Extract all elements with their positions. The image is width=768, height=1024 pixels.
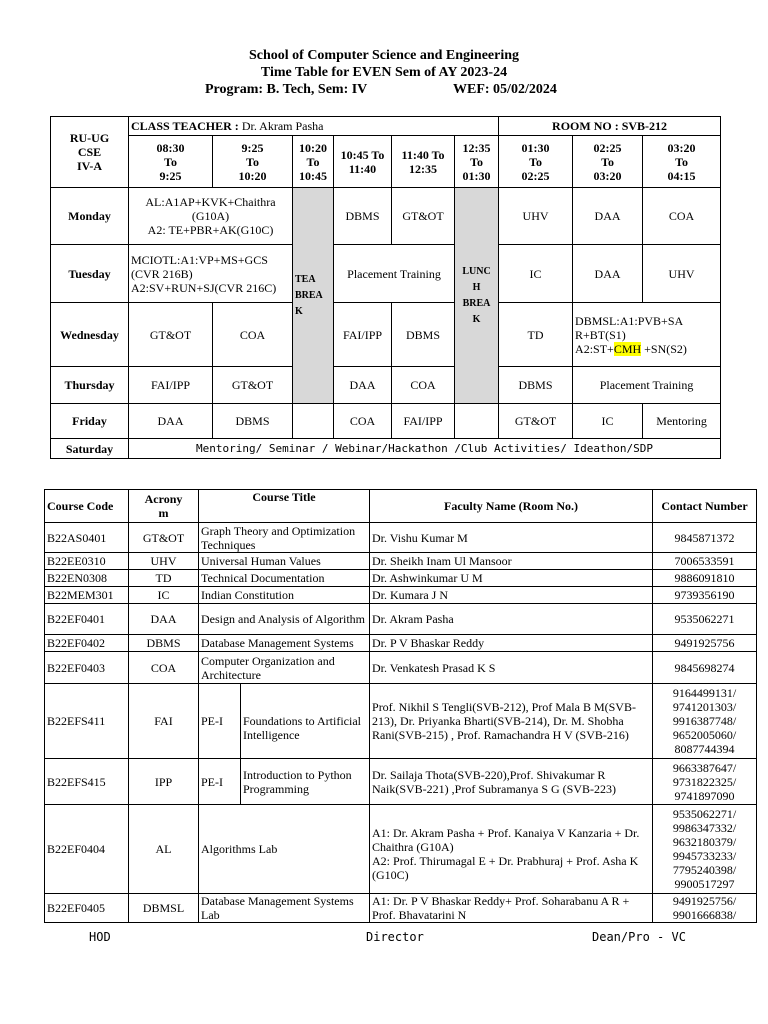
faculty-name: Dr. Sailaja Thota(SVB-220),Prof. Shivakumar R Naik(SVB-221) ,Prof Subramanya S G (SVB-223) bbox=[370, 759, 653, 805]
class-teacher: CLASS TEACHER : Dr. Akram Pasha bbox=[129, 117, 499, 136]
course-code: B22EFS415 bbox=[45, 759, 129, 805]
course-acronym: DAA bbox=[129, 604, 199, 635]
course-acronym: DBMS bbox=[129, 635, 199, 652]
day-label: Saturday bbox=[51, 439, 129, 459]
day-label: Wednesday bbox=[51, 303, 129, 367]
course-title: Database Management Systems bbox=[199, 635, 370, 652]
slot-header: 02:25 To 03:20 bbox=[573, 136, 643, 188]
faculty-name: Dr. Kumara J N bbox=[370, 587, 653, 604]
class-cell: FAI/IPP bbox=[334, 303, 392, 367]
class-cell: GT&OT bbox=[129, 303, 213, 367]
slot-header: 11:40 To 12:35 bbox=[392, 136, 455, 188]
lab-cell: AL:A1AP+KVK+Chaithra (G10A) A2: TE+PBR+AK(G10C) bbox=[129, 188, 293, 245]
class-cell: GT&OT bbox=[392, 188, 455, 245]
faculty-name: A1: Dr. Akram Pasha + Prof. Kanaiya V Kanzaria + Dr. Chaithra (G10A) A2: Prof. Thirumagal E + Dr. Prabhuraj + Prof. Asha K (G10C) bbox=[370, 805, 653, 894]
table-row bbox=[45, 894, 757, 923]
table-row bbox=[45, 523, 757, 553]
timetable-title: Time Table for EVEN Sem of AY 2023-24 bbox=[260, 65, 508, 80]
lab-cell: MCIOTL:A1:VP+MS+GCS (CVR 216B) A2:SV+RUN+SJ(CVR 216C) bbox=[129, 245, 293, 303]
slot-header: 10:45 To 11:40 bbox=[334, 136, 392, 188]
contact-number: 7006533591 bbox=[653, 553, 757, 570]
hod-signature: HOD bbox=[89, 930, 111, 944]
course-table bbox=[44, 489, 757, 923]
course-title: Indian Constitution bbox=[199, 587, 370, 604]
slot-header: 08:30 To 9:25 bbox=[129, 136, 213, 188]
class-name-cell: RU-UG CSE IV-A bbox=[51, 117, 129, 188]
elective-tag: PE-I bbox=[199, 684, 241, 759]
faculty-name: Prof. Nikhil S Tengli(SVB-212), Prof Mala B M(SVB-213), Dr. Priyanka Bharti(SVB-214), Dr. M. Shobha Rani(SVB-215) , Prof. Ramachandra H V (SVB-216) bbox=[370, 684, 653, 759]
course-code: B22EN0308 bbox=[45, 570, 129, 587]
course-acronym: COA bbox=[129, 652, 199, 684]
contact-number: 9739356190 bbox=[653, 587, 757, 604]
row-friday bbox=[51, 404, 721, 439]
class-cell: FAI/IPP bbox=[129, 367, 213, 404]
director-signature: Director bbox=[366, 930, 424, 944]
course-code: B22EF0405 bbox=[45, 894, 129, 923]
faculty-name: A1: Dr. P V Bhaskar Reddy+ Prof. Soharabanu A R + Prof. Bhavatarini N bbox=[370, 894, 653, 923]
contact-number: 9845698274 bbox=[653, 652, 757, 684]
day-label: Friday bbox=[51, 404, 129, 439]
class-cell: GT&OT bbox=[499, 404, 573, 439]
class-cell: IC bbox=[573, 404, 643, 439]
class-cell: DBMS bbox=[213, 404, 293, 439]
saturday-activities: Mentoring/ Seminar / Webinar/Hackathon /Club Activities/ Ideathon/SDP bbox=[129, 439, 721, 459]
row-wednesday bbox=[51, 303, 721, 367]
row-thursday bbox=[51, 367, 721, 404]
row-monday bbox=[51, 188, 721, 245]
slot-header: 01:30 To 02:25 bbox=[499, 136, 573, 188]
lab-cell: DBMSL:A1:PVB+SA R+BT(S1) A2:ST+CMH +SN(S2) bbox=[573, 303, 721, 367]
course-code: B22MEM301 bbox=[45, 587, 129, 604]
row-tuesday bbox=[51, 245, 721, 303]
class-cell: GT&OT bbox=[213, 367, 293, 404]
contact-number: 9164499131/ 9741201303/ 9916387748/ 9652005060/ 8087744394 bbox=[653, 684, 757, 759]
contact-number: 9663387647/ 9731822325/ 9741897090 bbox=[653, 759, 757, 805]
course-title: Computer Organization and Architecture bbox=[199, 652, 370, 684]
class-cell: Mentoring bbox=[643, 404, 721, 439]
course-code: B22EFS411 bbox=[45, 684, 129, 759]
course-code: B22AS0401 bbox=[45, 523, 129, 553]
table-row bbox=[45, 570, 757, 587]
slot-header: 03:20 To 04:15 bbox=[643, 136, 721, 188]
table-row bbox=[45, 553, 757, 570]
header-faculty: Faculty Name (Room No.) bbox=[370, 490, 653, 523]
elective-tag: PE-I bbox=[199, 759, 241, 805]
school-title: School of Computer Science and Engineering bbox=[248, 48, 520, 63]
course-code: B22EF0401 bbox=[45, 604, 129, 635]
course-code: B22EF0403 bbox=[45, 652, 129, 684]
faculty-name: Dr. Vishu Kumar M bbox=[370, 523, 653, 553]
contact-number: 9491925756 bbox=[653, 635, 757, 652]
course-title: Graph Theory and Optimization Techniques bbox=[199, 523, 370, 553]
class-cell: IC bbox=[499, 245, 573, 303]
contact-number: 9845871372 bbox=[653, 523, 757, 553]
course-acronym: GT&OT bbox=[129, 523, 199, 553]
header-contact: Contact Number bbox=[653, 490, 757, 523]
course-code: B22EF0402 bbox=[45, 635, 129, 652]
empty-cell bbox=[293, 404, 334, 439]
class-cell: COA bbox=[334, 404, 392, 439]
faculty-name: Dr. Venkatesh Prasad K S bbox=[370, 652, 653, 684]
header-acronym: Acrony m bbox=[129, 490, 199, 523]
table-row bbox=[45, 805, 757, 894]
program-line: Program: B. Tech, Sem: IV bbox=[205, 82, 368, 97]
contact-number: 9491925756/ 9901666838/ bbox=[653, 894, 757, 923]
table-row bbox=[45, 587, 757, 604]
class-cell: DAA bbox=[334, 367, 392, 404]
class-cell: FAI/IPP bbox=[392, 404, 455, 439]
table-row bbox=[45, 652, 757, 684]
course-acronym: UHV bbox=[129, 553, 199, 570]
day-label: Monday bbox=[51, 188, 129, 245]
class-cell: DBMS bbox=[334, 188, 392, 245]
class-cell: UHV bbox=[499, 188, 573, 245]
highlighted-text: CMH bbox=[613, 341, 642, 356]
course-title: Database Management Systems Lab bbox=[199, 894, 370, 923]
course-title: Introduction to Python Programming bbox=[241, 759, 370, 805]
slot-header: 10:20 To 10:45 bbox=[293, 136, 334, 188]
course-acronym: IPP bbox=[129, 759, 199, 805]
empty-cell bbox=[455, 404, 499, 439]
course-code: B22EE0310 bbox=[45, 553, 129, 570]
course-title: Universal Human Values bbox=[199, 553, 370, 570]
lunch-break: LUNC H BREA K bbox=[455, 188, 499, 404]
course-acronym: FAI bbox=[129, 684, 199, 759]
class-cell: DAA bbox=[573, 245, 643, 303]
slot-header: 12:35 To 01:30 bbox=[455, 136, 499, 188]
class-cell: Placement Training bbox=[573, 367, 721, 404]
day-label: Tuesday bbox=[51, 245, 129, 303]
class-cell: COA bbox=[643, 188, 721, 245]
slot-header: 9:25 To 10:20 bbox=[213, 136, 293, 188]
timetable bbox=[50, 116, 721, 459]
row-saturday bbox=[51, 439, 721, 459]
class-cell: UHV bbox=[643, 245, 721, 303]
contact-number: 9535062271 bbox=[653, 604, 757, 635]
course-acronym: AL bbox=[129, 805, 199, 894]
class-cell: DAA bbox=[129, 404, 213, 439]
faculty-name: Dr. Ashwinkumar U M bbox=[370, 570, 653, 587]
course-title: Technical Documentation bbox=[199, 570, 370, 587]
table-row bbox=[45, 684, 757, 759]
course-title: Algorithms Lab bbox=[199, 805, 370, 894]
course-title: Foundations to Artificial Intelligence bbox=[241, 684, 370, 759]
header-course-code: Course Code bbox=[45, 490, 129, 523]
class-cell: Placement Training bbox=[334, 245, 455, 303]
faculty-name: Dr. Akram Pasha bbox=[370, 604, 653, 635]
course-code: B22EF0404 bbox=[45, 805, 129, 894]
room-number: ROOM NO : SVB-212 bbox=[499, 117, 721, 136]
faculty-name: Dr. P V Bhaskar Reddy bbox=[370, 635, 653, 652]
course-title: Design and Analysis of Algorithm bbox=[199, 604, 370, 635]
dean-signature: Dean/Pro - VC bbox=[592, 930, 686, 944]
class-cell: DBMS bbox=[392, 303, 455, 367]
course-acronym: DBMSL bbox=[129, 894, 199, 923]
class-cell: COA bbox=[213, 303, 293, 367]
wef-date: WEF: 05/02/2024 bbox=[453, 82, 557, 97]
class-cell: DBMS bbox=[499, 367, 573, 404]
table-row bbox=[45, 635, 757, 652]
header-course-title: Course Title bbox=[199, 490, 370, 523]
day-label: Thursday bbox=[51, 367, 129, 404]
table-row bbox=[45, 604, 757, 635]
tea-break: TEA BREA K bbox=[293, 188, 334, 404]
contact-number: 9886091810 bbox=[653, 570, 757, 587]
faculty-name: Dr. Sheikh Inam Ul Mansoor bbox=[370, 553, 653, 570]
class-cell: COA bbox=[392, 367, 455, 404]
contact-number: 9535062271/ 9986347332/ 9632180379/ 9945733233/ 7795240398/ 9900517297 bbox=[653, 805, 757, 894]
course-acronym: IC bbox=[129, 587, 199, 604]
class-cell: TD bbox=[499, 303, 573, 367]
class-cell: DAA bbox=[573, 188, 643, 245]
course-acronym: TD bbox=[129, 570, 199, 587]
table-row bbox=[45, 759, 757, 805]
